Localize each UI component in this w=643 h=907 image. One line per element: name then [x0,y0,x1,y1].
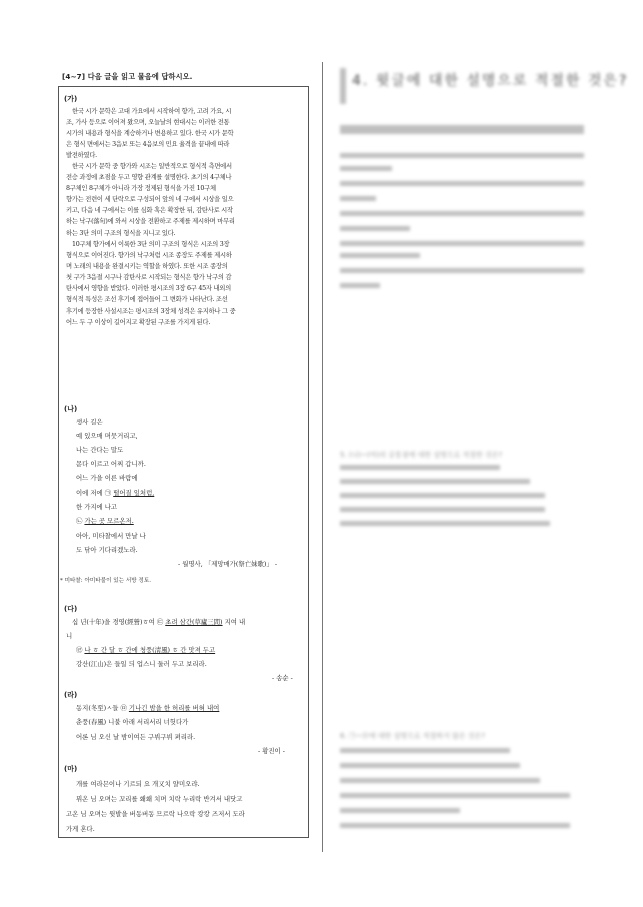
blurred-line [340,211,584,216]
attribution-ra: - 황진이 - [258,747,285,755]
poem-line: 개를 여라믄이나 기르되 요 개又치 얄미오랴. [76,780,200,788]
underlined-phrase-d: 나 ㅎ 간 달 ㅎ 간에 청풍(淸風) ㅎ 간 맛져 두고 [84,646,216,654]
instruction-heading: [4~7] 다음 글을 읽고 물음에 답하시오. [62,72,193,81]
text-line: 전승 과정에 초점을 두고 영향 관계를 설명한다. 초기의 4구체나 [66,174,232,182]
text-line: 형식적 특성은 조선 후기에 접어들어 그 변화가 나타난다. 조선 [66,296,228,304]
poem-line-prefix: 십 년(十年)을 경영(經營)ㅎ여 ㉢ [72,618,166,626]
blurred-question-6: 6. ㉠~㉤에 대한 설명으로 적절하지 않은 것은? [340,732,486,740]
poem-line: 어느 가을 이른 바람에 [76,474,138,482]
poem-line: 뮈온 님 오며는 꼬리를 홰홰 치며 치락 누리락 반겨서 내닷고 [76,795,243,803]
blurred-line [340,283,380,288]
passage-ga-p2 [66,161,304,239]
poem-line: 어론 님 오신 날 밤이여든 구뷔구뷔 펴리라. [76,733,196,741]
poem-line [76,645,215,654]
poem-line: 몯다 이르고 어찌 갑니까. [76,460,146,468]
blurred-line [340,778,540,783]
column-divider [322,62,323,852]
poem-line-prefix: 이에 저에 ㉠ [76,489,114,497]
text-line: 하는 낙구(落句)에 와서 시상을 전환하고 주제를 제시하며 마무리 [66,218,235,226]
blurred-line [340,793,570,798]
poem-line: 생사 길은 [76,418,103,426]
blurred-line [340,166,392,171]
text-line: 은 형식 면에서는 3음보 또는 4음보의 민요 율격을 끝내에 따라 [66,141,230,149]
poem-line: 니 [66,632,73,640]
underlined-phrase-b: 가는 곳 모르온저. [84,517,134,525]
blurred-line [340,196,376,201]
poem-line [76,703,219,712]
blurred-question-5: 5. (나)~(마)의 공통점에 대한 설명으로 적절한 것은? [340,451,503,459]
text-line: 어느 두 구 이상이 길어지고 확장된 구조를 가지게 된다. [66,318,211,326]
poem-line-suffix: 지여 내 [222,618,246,626]
text-line: 향가는 전련이 세 단락으로 구성되어 앞의 네 구에서 시상을 일으 [66,196,234,204]
poem-line: 춘풍(春風) 니불 아래 서리서리 너헛다가 [76,718,189,726]
text-line: 발전하였다. [66,152,97,160]
text-line: 며 노래의 내용을 완결시키는 역할을 하였다. 또한 시조 종장의 [66,263,228,271]
underlined-phrase-a: 떨어질 잎처럼, [113,489,155,497]
blurred-line [340,241,584,246]
blurred-line [340,181,584,186]
poem-line: 강산(江山)은 들일 듸 업스니 둘러 두고 보리라. [76,660,207,668]
text-line: 첫 구가 3음절 시구나 감탄사로 시작되는 형식은 향가 낙구의 감 [66,274,232,282]
blurred-line [340,125,584,134]
blurred-line [340,253,420,258]
section-label-ra: (라) [64,691,78,699]
text-line: 후기에 등장한 사설시조는 평시조의 3장체 성격은 유지하나 그 중 [66,307,236,315]
poem-line: 나는 간다는 말도 [76,446,124,454]
section-label-na: (나) [64,405,78,413]
underlined-phrase-e: 기나긴 밤을 한 허리를 버혀 내여 [128,704,220,712]
text-line: 형식으로 이어진다. 향가의 낙구처럼 시조 종장도 주제를 제시하 [66,252,232,260]
blurred-line [340,465,500,470]
text-line: 탄사에서 영향을 받았다. 이러한 평시조의 3장 6구 45자 내외의 [66,285,231,293]
blurred-question-title: 4. 윗글에 대한 설명으로 적절한 것은? [352,73,629,89]
passage-ga-p3 [66,239,304,328]
poem-line-prefix: 동지(冬至)ㅅ들 ㉤ [76,704,129,712]
blurred-line [340,763,520,768]
underlined-phrase-c: 초려 삼간(草廬三間) [165,618,223,626]
poem-line-prefix: ㉣ [76,646,85,654]
blurred-line [340,479,530,484]
section-label-da: (다) [64,605,78,613]
poem-line [76,488,154,497]
attribution-na: - 월명사, 「제망매가(祭亡妹歌)」 - [178,560,277,568]
blurred-line [340,507,545,512]
blurred-line [340,808,460,813]
blurred-line [340,521,550,526]
blurred-line [340,153,584,158]
section-label-ga: (가) [64,95,78,103]
poem-line [72,617,245,626]
text-line: 조, 가사 등으로 이어져 왔으며, 오늘날의 현대시는 이러한 전통 [66,119,230,127]
poem-line: 도 닦아 기다리겠노라. [76,546,138,554]
blurred-line [340,823,570,828]
attribution-da: - 송순 - [272,674,293,682]
poem-line: 예 있으매 머뭇거리고, [76,432,138,440]
text-line: 한국 시가 문학 중 향가와 시조는 일반적으로 형식적 측면에서 [72,163,232,170]
blurred-line [340,748,510,753]
poem-line: 가게 혼다. [66,825,95,833]
text-line: 10구체 향가에서 이룩한 3단 의미 구조의 형식은 시조의 3장 [72,241,230,248]
blurred-line [340,226,410,231]
poem-line: 아아, 미타찰에서 만날 나 [76,532,146,540]
text-line: 시가의 내용과 형식을 계승하거나 변용하고 있다. 한국 시가 문학 [66,130,234,138]
section-label-ma: (마) [64,765,78,773]
poem-line [76,516,134,525]
text-line: 하는 3단 의미 구조의 형식을 지니고 있다. [66,229,176,237]
text-line: 한국 시가 문학은 고대 가요에서 시작하여 향가, 고려 가요, 시 [72,108,232,115]
poem-line: 고온 님 오며는 뒷발을 버동버동 므르락 나으락 캉캉 즈저서 도라 [66,810,245,818]
text-line: 키고, 다음 네 구에서는 이를 심화 혹은 확장한 뒤, 감탄사로 시작 [66,207,233,215]
blurred-marker [340,68,346,104]
poem-line: 한 가지에 나고 [76,503,118,511]
footnote: * 미타찰: 아미타불이 있는 서방 정토. [60,578,152,584]
blurred-line [340,268,584,273]
poem-line-prefix: ㉡ [76,517,85,525]
passage-ga-p1 [66,106,304,161]
blurred-line [340,493,545,498]
text-line: 8구체인 8구체가 아니라 가장 정제된 형식을 가진 10구체 [66,185,216,193]
